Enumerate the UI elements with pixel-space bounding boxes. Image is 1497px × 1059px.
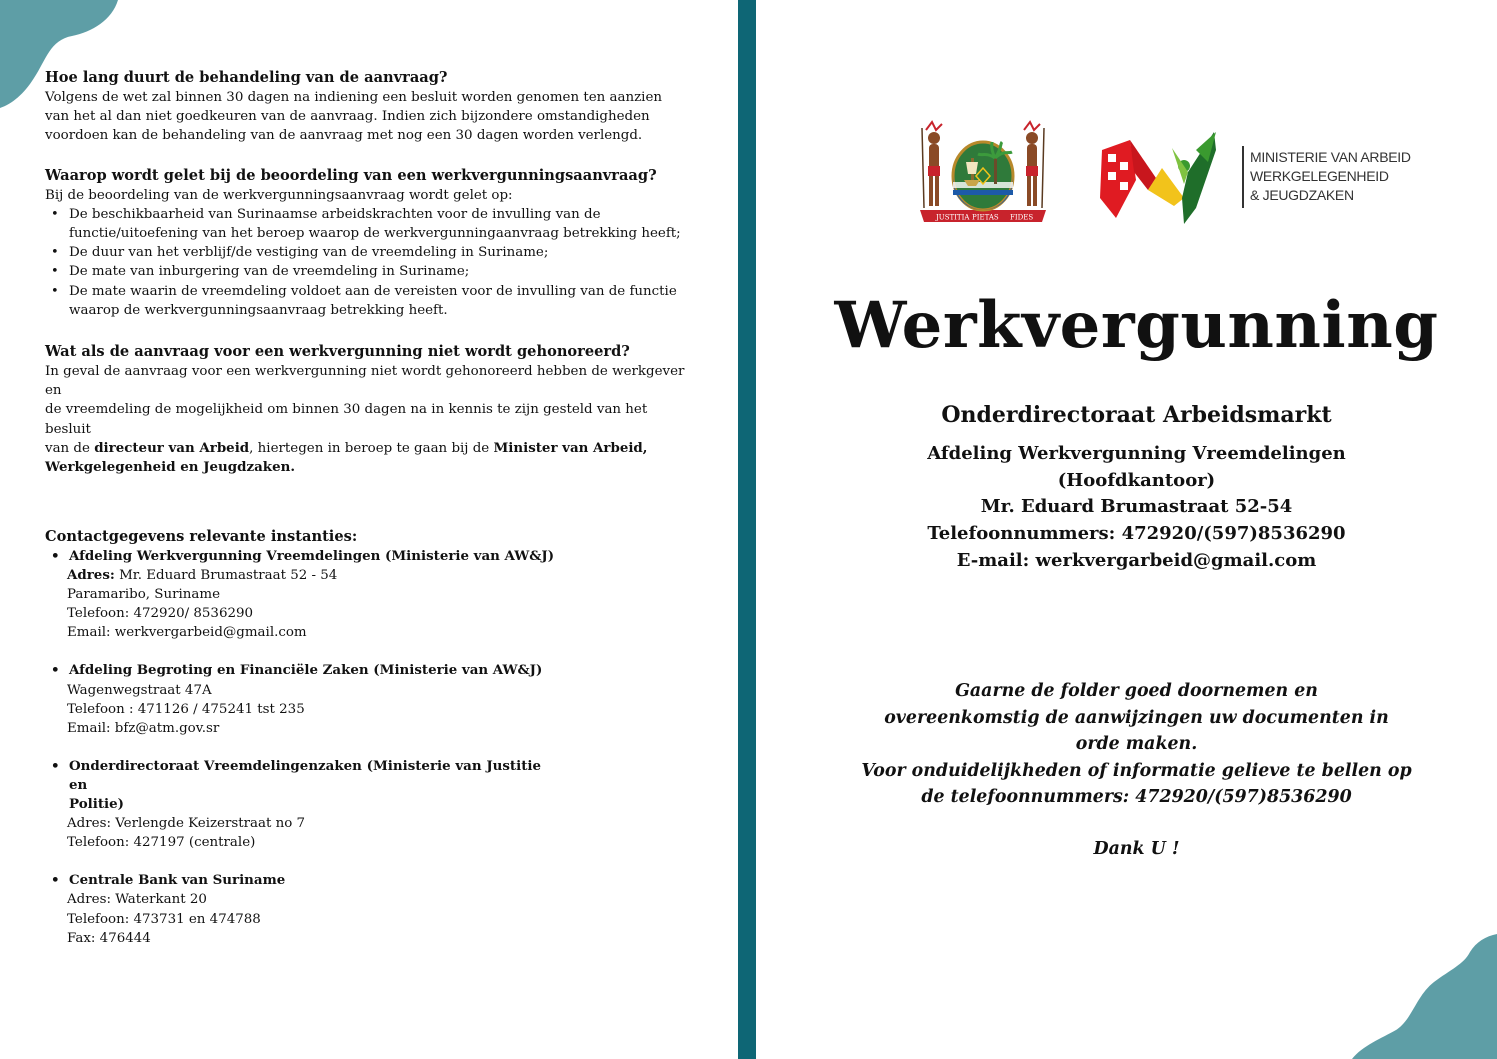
contact-org xyxy=(45,871,565,947)
faq-question: Hoe lang duurt de behandeling van de aanvraag? xyxy=(45,69,448,86)
org-city: Paramaribo, Suriname xyxy=(67,587,220,603)
ministry-name: MINISTERIE VAN ARBEID WERKGELEGENHEID & JEUGDZAKEN xyxy=(1250,149,1411,203)
motto-word: FIDES xyxy=(1010,213,1034,222)
ministry-logo-icon xyxy=(1096,128,1236,228)
contact-info-block xyxy=(776,441,1497,575)
org-address: Adres: Verlengde Keizerstraat no 7 xyxy=(67,816,306,832)
org-phone: Telefoon: 473731 en 474788 xyxy=(67,911,261,927)
page-divider-bar xyxy=(738,0,756,1059)
org-address: Adres: Mr. Eduard Brumastraat 52 - 54 xyxy=(67,567,338,584)
info-line: Telefoonnummers: 472920/(597)8536290 xyxy=(927,523,1346,545)
note-line: Voor onduidelijkheden of informatie gelieve te bellen op xyxy=(861,760,1412,781)
faq-section xyxy=(45,68,695,497)
motto-word: PIETAS xyxy=(972,213,999,222)
faq-question: Waarop wordt gelet bij de beoordeling van een werkvergunningsaanvraag? xyxy=(45,166,657,184)
note-line: de telefoonnummers: 472920/(597)8536290 xyxy=(921,787,1352,808)
faq-answer-line: Volgens de wet zal binnen 30 dagen na indiening een besluit worden genomen ten aanzien xyxy=(45,90,663,105)
org-name-cont: Politie) xyxy=(69,796,124,813)
info-line: Afdeling Werkvergunning Vreemdelingen xyxy=(927,443,1346,464)
faq-question: Wat als de aanvraag voor een werkvergunning niet wordt gehonoreerd? xyxy=(45,343,630,361)
faq-intro: Bij de beoordeling van de werkvergunningsaanvraag wordt gelet op: xyxy=(45,187,513,203)
contacts-section xyxy=(45,527,565,967)
contacts-heading: Contactgegevens relevante instanties: xyxy=(45,528,358,545)
org-phone: Telefoon : 471126 / 475241 tst 235 xyxy=(67,701,305,717)
suriname-coat-of-arms-icon xyxy=(916,118,1050,228)
org-phone: Telefoon: 427197 (centrale) xyxy=(67,835,256,851)
list-item: • De mate waarin de vreemdeling voldoet aan de vereisten voor de invulling van de functie waarop de werkvergunningsaanvraag betrekking heeft. xyxy=(45,282,695,320)
info-line: (Hoofdkantoor) xyxy=(1057,469,1216,491)
thanks-text: Dank U ! xyxy=(1093,839,1180,859)
note-line: orde maken. xyxy=(1075,734,1198,755)
faq-answer-line: voordoen kan de behandeling van de aanvraag met nog een 30 dagen worden verlengd. xyxy=(45,128,643,144)
list-item: • De mate van inburgering van de vreemdeling in Suriname; xyxy=(45,262,695,281)
faq-answer-line: de vreemdeling de mogelijkheid om binnen 30 dagen na in kennis te zijn gesteld van het besluit xyxy=(45,402,648,437)
cover-page xyxy=(776,0,1497,1059)
page-title: Werkvergunning xyxy=(834,288,1439,363)
info-line: Mr. Eduard Brumastraat 52-54 xyxy=(980,496,1293,518)
faq-criteria xyxy=(45,166,695,320)
faq-duration xyxy=(45,68,695,146)
org-name: • Afdeling Begroting en Financiële Zaken (Ministerie van AW&J) xyxy=(45,661,565,680)
org-address: Adres: Waterkant 20 xyxy=(67,892,207,908)
org-email: Email: werkvergarbeid@gmail.com xyxy=(67,625,307,641)
faq-rejection xyxy=(45,342,695,477)
contact-org xyxy=(45,547,565,642)
instruction-note xyxy=(776,678,1497,811)
faq-answer-line: Werkgelegenheid en Jeugdzaken. xyxy=(45,459,295,476)
info-line: E-mail: werkvergarbeid@gmail.com xyxy=(956,549,1317,571)
note-line: Gaarne de folder goed doornemen en xyxy=(955,681,1318,701)
org-name: • Centrale Bank van Suriname xyxy=(45,871,565,890)
note-line: overeenkomstig de aanwijzingen uw documenten in xyxy=(884,707,1389,728)
criteria-list xyxy=(45,205,695,320)
org-email: Email: bfz@atm.gov.sr xyxy=(67,720,220,736)
department-subtitle: Onderdirectoraat Arbeidsmarkt xyxy=(941,402,1332,428)
org-address: Wagenwegstraat 47A xyxy=(67,682,212,698)
org-fax: Fax: 476444 xyxy=(67,930,151,946)
contact-org xyxy=(45,661,565,737)
motto-word: JUSTITIA xyxy=(936,213,970,222)
contact-org xyxy=(45,757,565,852)
org-name: • Onderdirectoraat Vreemdelingenzaken (Ministerie van Justitie en xyxy=(45,757,541,795)
org-phone: Telefoon: 472920/ 8536290 xyxy=(67,606,254,622)
logo-row xyxy=(776,118,1497,233)
faq-answer-line: In geval de aanvraag voor een werkvergunning niet wordt gehonoreerd hebben de werkgever en xyxy=(45,364,685,399)
org-name: • Afdeling Werkvergunning Vreemdelingen (Ministerie van AW&J) xyxy=(45,547,565,566)
faq-answer-line: van het al dan niet goedkeuren van de aanvraag. Indien zich bijzondere omstandigheden xyxy=(45,109,650,125)
list-item: • De duur van het verblijf/de vestiging van de vreemdeling in Suriname; xyxy=(45,243,695,262)
list-item: • De beschikbaarheid van Surinaamse arbeidskrachten voor de invulling van de functie/uitoefening van het beroep waarop de werkvergunningaanvraag betrekking heeft; xyxy=(45,205,695,243)
faq-answer-line: van de directeur van Arbeid, hiertegen in beroep te gaan bij de Minister van Arbeid, xyxy=(45,439,648,456)
ministry-logo xyxy=(1096,128,1431,228)
